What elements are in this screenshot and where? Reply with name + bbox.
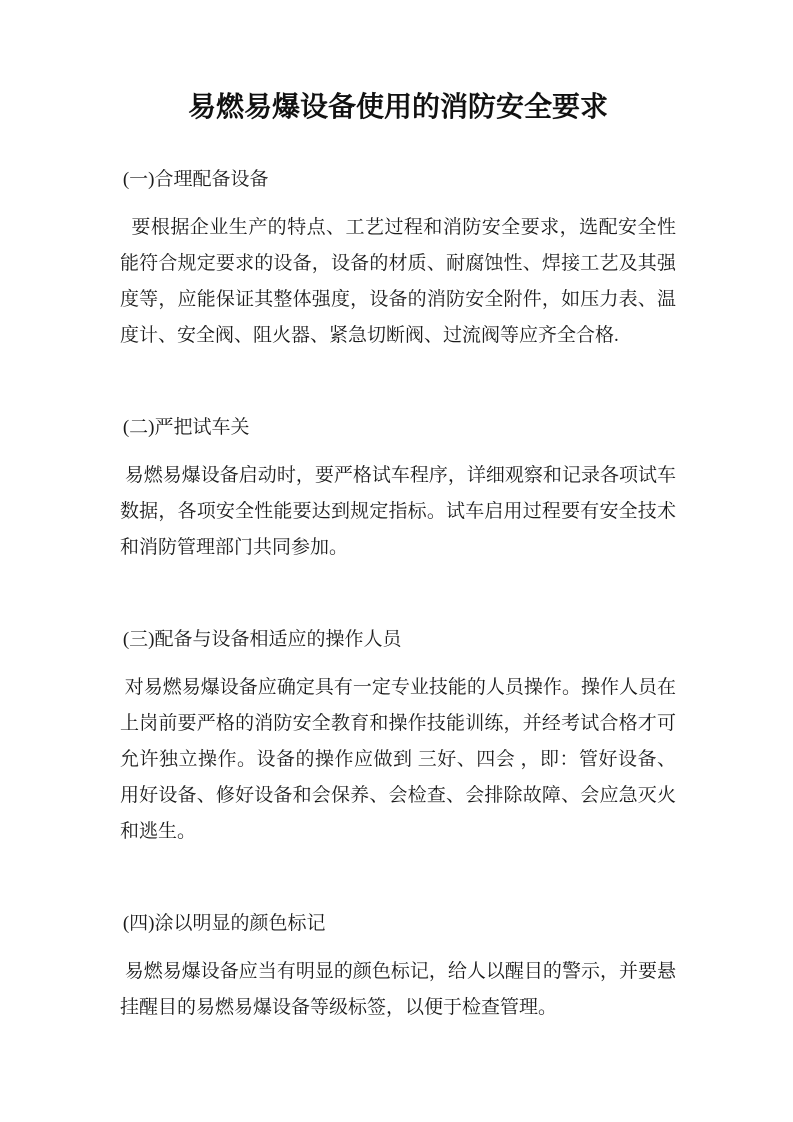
section-4 bbox=[120, 906, 676, 1026]
section-heading: (四)涂以明显的颜色标记 bbox=[122, 913, 326, 934]
section-2 bbox=[120, 410, 676, 566]
section-heading: (三)配备与设备相适应的操作人员 bbox=[122, 629, 402, 650]
section-paragraph: 易燃易爆设备启动时，要严格试车程序，详细观察和记录各项试车数据，各项安全性能要达到规定指标。试车启用过程要有安全技术和消防管理部门共同参加。 bbox=[120, 465, 676, 558]
section-paragraph: 易燃易爆设备应当有明显的颜色标记，给人以醒目的警示，并要悬挂醒目的易燃易爆设备等级标签，以便于检查管理。 bbox=[120, 961, 676, 1018]
section-3 bbox=[120, 622, 676, 850]
section-heading: (二)严把试车关 bbox=[122, 417, 250, 438]
section-paragraph: 要根据企业生产的特点、工艺过程和消防安全要求，选配安全性能符合规定要求的设备，设备的材质、耐腐蚀性、焊接工艺及其强度等，应能保证其整体强度，设备的消防安全附件，如压力表、温度计、安全阀、阻火器、紧急切断阀、过流阀等应齐全合格. bbox=[120, 217, 676, 346]
section-1 bbox=[120, 162, 676, 354]
document-title: 易燃易爆设备使用的消防安全要求 bbox=[187, 92, 608, 123]
section-heading: (一)合理配备设备 bbox=[122, 169, 269, 190]
section-paragraph: 对易燃易爆设备应确定具有一定专业技能的人员操作。操作人员在上岗前要严格的消防安全教育和操作技能训练，并经考试合格才可允许独立操作。设备的操作应做到 三好、四会 ，即：管好设备、用好设备、修好设备和会保养、会检查、会排除故障、会应急灭火和逃生。 bbox=[120, 677, 676, 842]
